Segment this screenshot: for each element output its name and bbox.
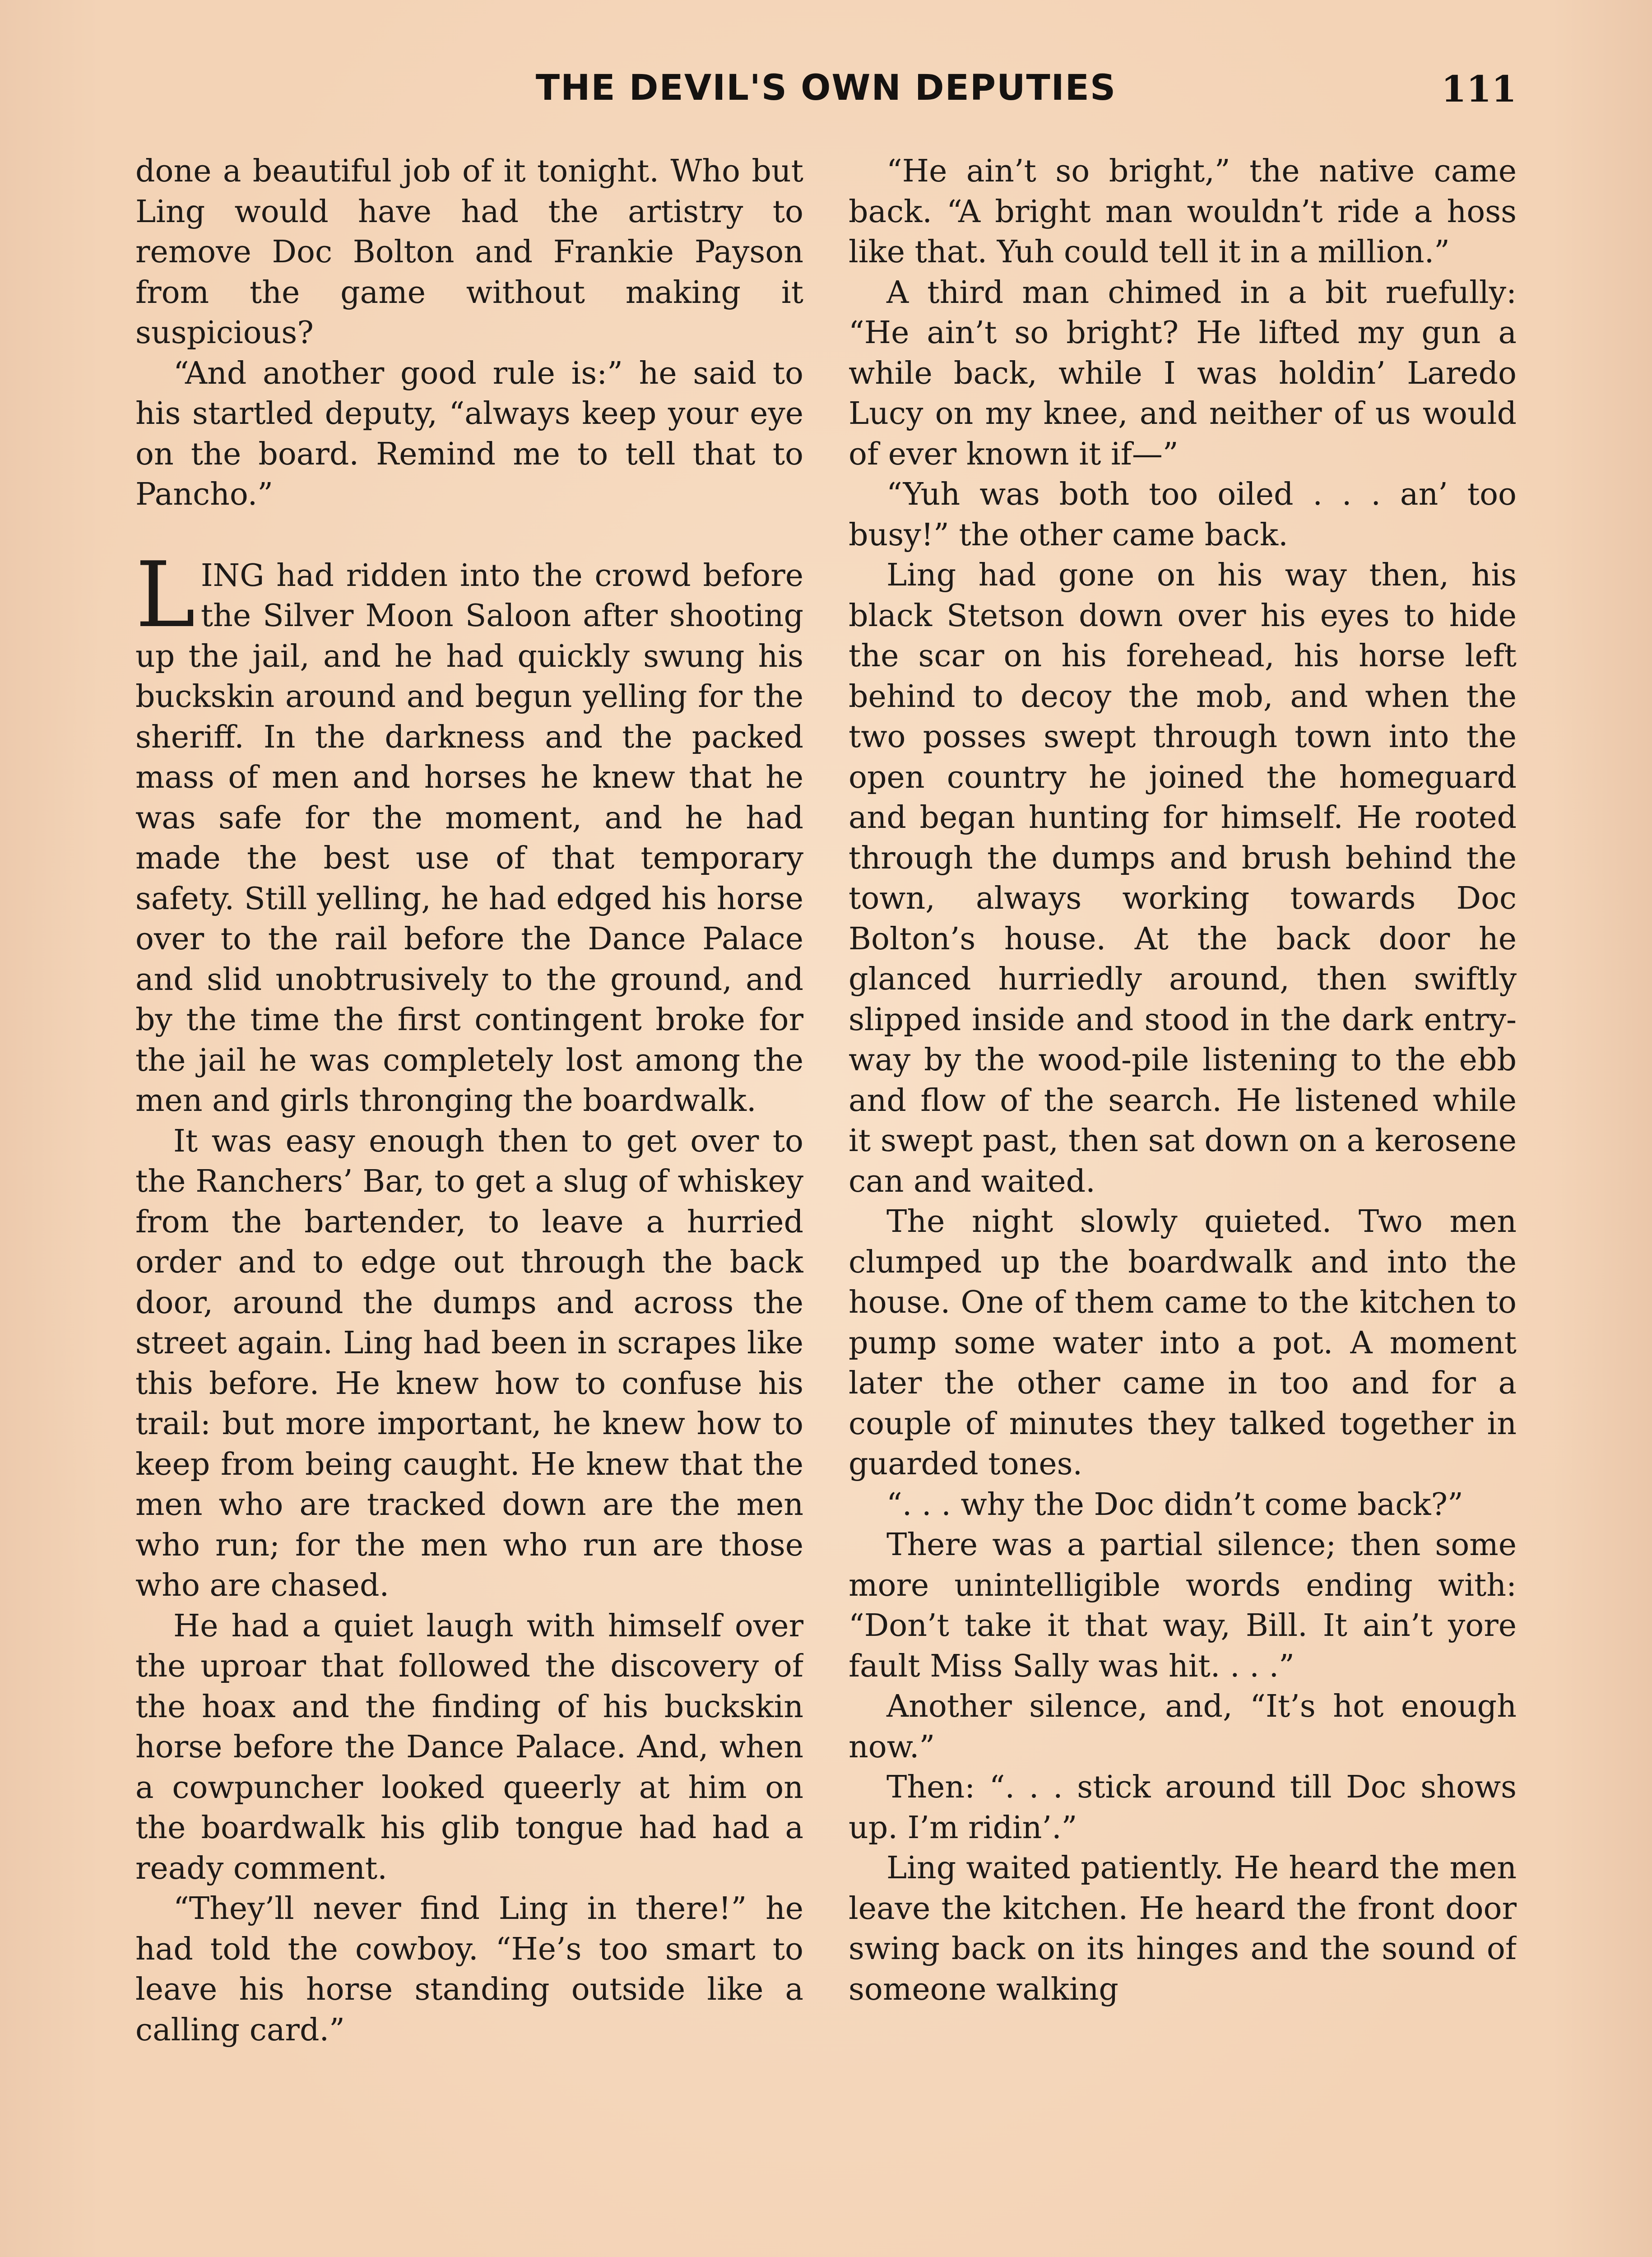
paragraph: “Yuh was both too oiled . . . an’ too busy!” the other came back.: [849, 477, 1517, 553]
paragraph: There was a partial silence; then some more unintelligible words ending with: “Don’t take it that way, Bill. It ain’t yore fault Miss Sally was hit. . . .”: [849, 1527, 1517, 1684]
paragraph: “. . . why the Doc didn’t come back?”: [886, 1486, 1463, 1523]
paragraph: “And another good rule is:” he said to his startled deputy, “always keep your eye on the board. Remind me to tell that to Pancho.”: [135, 355, 803, 512]
paragraph: A third man chimed in a bit ruefully: “He ain’t so bright? He lifted my gun a while back, while I was holdin’ Laredo Lucy on my knee, and neither of us would of ever known it if—”: [849, 274, 1517, 472]
drop-cap: L: [135, 542, 195, 648]
paragraph: done a beautiful job of it tonight. Who but Ling would have had the artistry to remove Doc Bolton and Frankie Payson from the game without making it suspicious?: [135, 153, 803, 351]
paragraph: Ling waited patiently. He heard the men leave the kitchen. He heard the front door swing back on its hinges and the sound of someone walking: [849, 1850, 1517, 2007]
paragraph: “He ain’t so bright,” the native came back. “A bright man wouldn’t ride a hoss like that. Yuh could tell it in a million.”: [849, 153, 1517, 270]
paragraph: Then: “. . . stick around till Doc shows up. I’m ridin’.”: [849, 1769, 1517, 1846]
paragraph: “They’ll never find Ling in there!” he had told the cowboy. “He’s too smart to leave his horse standing outside like a calling card.”: [135, 1891, 803, 2048]
paragraph: The night slowly quieted. Two men clumped up the boardwalk and into the house. One of them came to the kitchen to pump some water into a pot. A moment later the other came in too and for a couple of minutes they talked together in guarded tones.: [849, 1204, 1517, 1482]
running-header: [135, 68, 1517, 117]
paragraph-with-dropcap: [135, 542, 803, 1121]
right-column: [849, 151, 1517, 2257]
page-number: 111: [1441, 68, 1517, 110]
running-title: THE DEVIL'S OWN DEPUTIES: [535, 68, 1117, 108]
paragraph: It was easy enough then to get over to the Ranchers’ Bar, to get a slug of whiskey from the bartender, to leave a hurried order and to edge out through the back door, around the dumps and across the street again. Ling had been in scrapes like this before. He knew how to confuse his trail: but more important, he knew how to keep from being caught. He knew that the men who are tracked down are the men who run; for the men who run are those who are chased.: [135, 1123, 803, 1603]
paragraph: He had a quiet laugh with himself over the uproar that followed the discovery of the hoax and the finding of his buckskin horse before the Dance Palace. And, when a cowpuncher looked queerly at him on the boardwalk his glib tongue had had a ready comment.: [135, 1608, 803, 1886]
left-column: [135, 151, 803, 2257]
section-break: [135, 515, 803, 556]
paragraph: Ling had gone on his way then, his black Stetson down over his eyes to hide the scar on his forehead, his horse left behind to decoy the mob, and when the two posses swept through town into the open country he joined the homeguard and began hunting for himself. He rooted through the dumps and brush behind the town, always working towards Doc Bolton’s house. At the back door he glanced hurriedly around, then swiftly slipped inside and stood in the dark entry-way by the wood-pile listening to the ebb and flow of the search. He listened while it swept past, then sat down on a kerosene can and waited.: [849, 557, 1517, 1199]
paragraph-text: ING had ridden into the crowd before the Silver Moon Saloon after shooting up the jail, and he had quickly swung his buckskin around and begun yelling for the sheriff. In the darkness and the packed mass of men and horses he knew that he was safe for the moment, and he had made the best use of that temporary safety. Still yelling, he had edged his horse over to the rail before the Dance Palace and slid unobtrusively to the ground, and by the time the first contingent broke for the jail he was completely lost among the men and girls thronging the boardwalk.: [135, 557, 803, 1119]
paragraph: Another silence, and, “It’s hot enough now.”: [849, 1689, 1517, 1765]
